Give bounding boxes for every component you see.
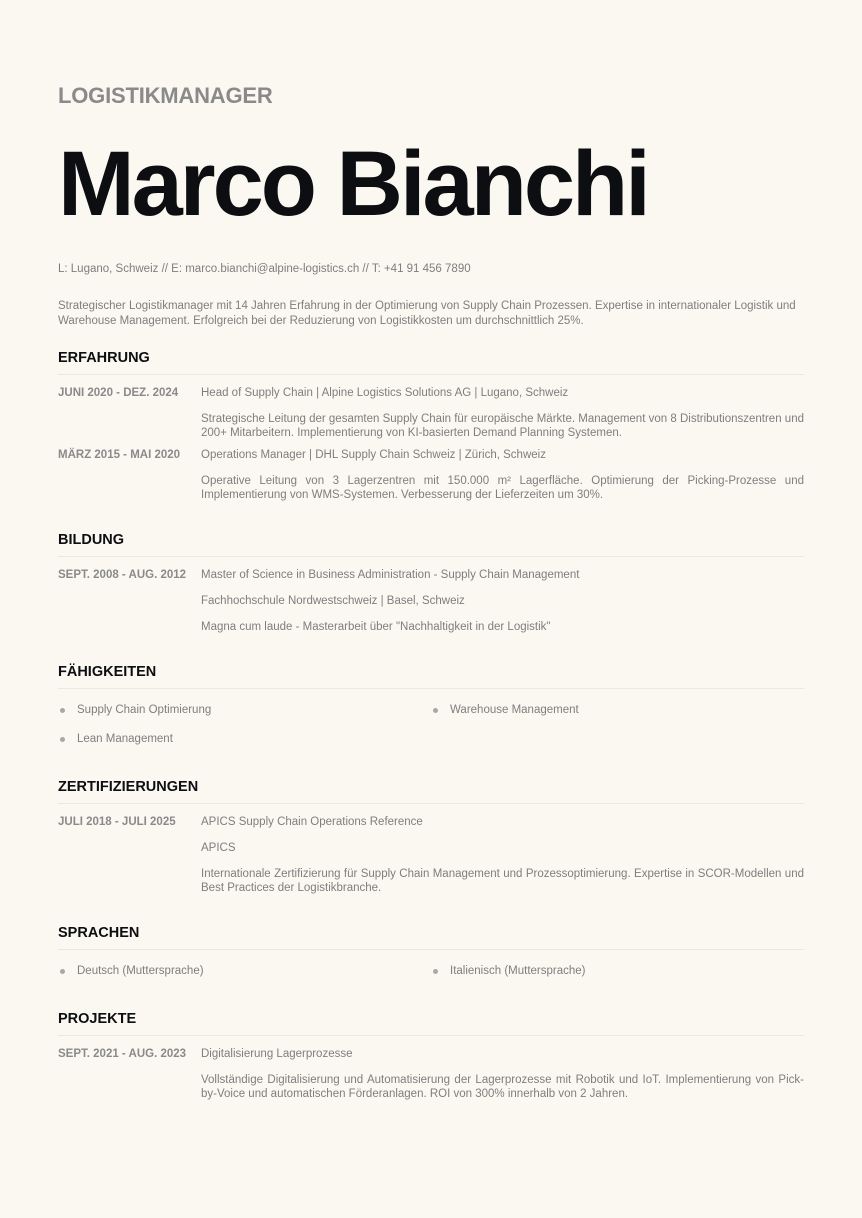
project-entry — [58, 1047, 804, 1101]
bullet-icon — [433, 969, 438, 974]
education-entry — [58, 568, 804, 634]
skills-section — [58, 662, 804, 747]
certification-description: Internationale Zertifizierung für Supply Chain Management und Prozessoptimierung. Expertise in SCOR-Modellen und Best Practices der Logistikbranche. — [201, 868, 804, 894]
certification-name: APICS Supply Chain Operations Reference — [201, 816, 423, 828]
projects-section — [58, 1009, 804, 1101]
education-section — [58, 530, 804, 634]
profile-summary: Strategischer Logistikmanager mit 14 Jahren Erfahrung in der Optimierung von Supply Chain Prozessen. Expertise in internationaler Logistik und Warehouse Management. Erfolgreich bei der Reduzierung von Logistikkosten um durchschnittlich 25%. — [58, 300, 796, 327]
person-name: Marco Bianchi — [58, 133, 648, 235]
entry-description: Strategische Leitung der gesamten Supply Chain für europäische Märkte. Management von 8 Distributionszentren und 200+ Mitarbeitern. Implementierung von KI-basierten Demand Planning Systemen. — [201, 413, 804, 439]
entry-date: SEPT. 2021 - AUG. 2023 — [58, 1048, 187, 1060]
entry-date: SEPT. 2008 - AUG. 2012 — [58, 569, 187, 581]
list-item: Italienisch (Muttersprache) — [431, 964, 804, 979]
experience-entry — [58, 386, 804, 440]
list-item: Deutsch (Muttersprache) — [58, 964, 431, 979]
entry-date: MÄRZ 2015 - MAI 2020 — [58, 449, 181, 461]
experience-section — [58, 348, 804, 502]
education-school: Fachhochschule Nordwestschweiz | Basel, Schweiz — [201, 595, 465, 607]
contact-line: L: Lugano, Schweiz // E: marco.bianchi@alpine-logistics.ch // T: +41 91 456 7890 — [58, 263, 471, 275]
bullet-icon — [60, 969, 65, 974]
section-title-projects: PROJEKTE — [58, 1009, 804, 1036]
entry-headline: Operations Manager | DHL Supply Chain Schweiz | Zürich, Schweiz — [201, 449, 546, 461]
languages-section — [58, 923, 804, 979]
entry-headline: Head of Supply Chain | Alpine Logistics Solutions AG | Lugano, Schweiz — [201, 387, 569, 399]
experience-entry — [58, 448, 804, 502]
education-degree: Master of Science in Business Administration - Supply Chain Management — [201, 569, 580, 581]
section-title-education: BILDUNG — [58, 530, 804, 557]
entry-description: Operative Leitung von 3 Lagerzentren mit 150.000 m² Lagerfläche. Optimierung der Picking-Prozesse und Implementierung von WMS-Systemen. Verbesserung der Lieferzeiten um 30%. — [201, 475, 804, 501]
certifications-section — [58, 777, 804, 895]
project-description: Vollständige Digitalisierung und Automatisierung der Lagerprozesse mit Robotik und IoT. Implementierung von Pick-by-Voice und automatischen Förderanlagen. ROI von 300% innerhalb von 2 Jahren. — [201, 1074, 804, 1100]
section-title-certifications: ZERTIFIZIERUNGEN — [58, 777, 804, 804]
section-title-experience: ERFAHRUNG — [58, 348, 804, 375]
bullet-icon — [433, 708, 438, 713]
list-item: Warehouse Management — [431, 703, 804, 718]
certification-entry — [58, 815, 804, 895]
project-name: Digitalisierung Lagerprozesse — [201, 1048, 353, 1060]
job-title: LOGISTIKMANAGER — [58, 83, 273, 108]
entry-date: JULI 2018 - JULI 2025 — [58, 816, 176, 828]
section-title-languages: SPRACHEN — [58, 923, 804, 950]
list-item: Lean Management — [58, 732, 431, 747]
languages-list — [58, 964, 804, 979]
entry-date: JUNI 2020 - DEZ. 2024 — [58, 387, 179, 399]
skills-list — [58, 703, 804, 747]
bullet-icon — [60, 737, 65, 742]
section-title-skills: FÄHIGKEITEN — [58, 662, 804, 689]
education-note: Magna cum laude - Masterarbeit über "Nachhaltigkeit in der Logistik" — [201, 621, 551, 633]
bullet-icon — [60, 708, 65, 713]
list-item: Supply Chain Optimierung — [58, 703, 431, 718]
certification-issuer: APICS — [201, 842, 236, 854]
